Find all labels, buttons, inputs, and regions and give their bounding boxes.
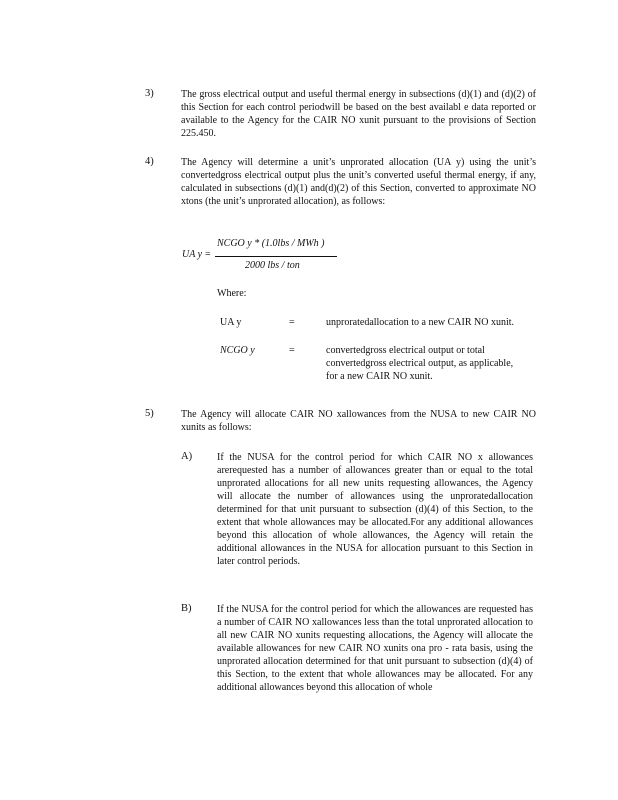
definitions-table (217, 316, 527, 394)
paragraph-text: The Agency will determine a unit’s unprorated allocation (UA y) using the unit’s convertedgross electrical output plus the unit’s converted useful thermal energy, if any, calculated in subsections (d)(1) and(d)(2) of this Section, converted to approximate NO xtons (the unit’s unprorated allocation), as follows: (181, 157, 536, 207)
fraction-bar (215, 256, 337, 257)
formula-denominator: 2000 lbs / ton (245, 260, 300, 271)
definition-row (217, 316, 527, 344)
definition-equals: = (289, 317, 295, 328)
subparagraph-label: B) (181, 603, 192, 614)
subparagraph-text: If the NUSA for the control period for which the allowances are requested has a number of CAIR NO xallowances less than the total unprorated allocation to all new CAIR NO xunits requesting allocations, the Agency will allocate the available allowances for new CAIR NO xunits ona pro - rata basis, using the unprorated allocation determined for that unit pursuant to subsection (d)(4) of this Section, to the extent that whole allowances may be allocated. For any additional allowances beyond this allocation of whole (217, 604, 533, 693)
paragraph-number: 4) (145, 156, 154, 167)
where-label: Where: (217, 288, 247, 299)
formula-equals: = (205, 249, 211, 260)
paragraph-number: 5) (145, 408, 154, 419)
definition-term: UA y (220, 317, 242, 328)
allocation-formula (182, 238, 382, 278)
definition-equals: = (289, 345, 295, 356)
subparagraph-text: If the NUSA for the control period for which CAIR NO x allowances arerequested has a number of allowances greater than or equal to the total unprorated allocations for all new units requesting allowances, the Agency will allocate the number of allowances using the unproratedallocation determined for that unit pursuant to subsection (d)(4) of this Section, to the extent that whole allowances may be allocated.For any additional allowances beyond this allocation of whole allowances, the Agency will retain the additional allowances in the NUSA for allocation pursuant to this Section in later control periods. (217, 452, 533, 567)
definition-row (217, 344, 527, 394)
subparagraph-label: A) (181, 451, 193, 462)
paragraph-text: The gross electrical output and useful thermal energy in subsections (d)(1) and (d)(2) of this Section for each control periodwill be based on the best availabl e data reported or available to the Agency for the CAIR NO xunit pursuant to the provisions of Section 225.450. (181, 89, 536, 139)
formula-lhs: UA y (182, 249, 203, 260)
formula-numerator: NCGO y * (1.0lbs / MWh ) (217, 238, 325, 249)
definition-text: convertedgross electrical output or total convertedgross electrical output, as applicable, for a new CAIR NO xunit. (326, 345, 514, 382)
definition-text: unproratedallocation to a new CAIR NO xunit. (326, 317, 515, 328)
paragraph-text: The Agency will allocate CAIR NO xallowances from the NUSA to new CAIR NO xunits as follows: (181, 409, 536, 433)
definition-term: NCGO y (220, 345, 255, 356)
paragraph-number: 3) (145, 88, 154, 99)
